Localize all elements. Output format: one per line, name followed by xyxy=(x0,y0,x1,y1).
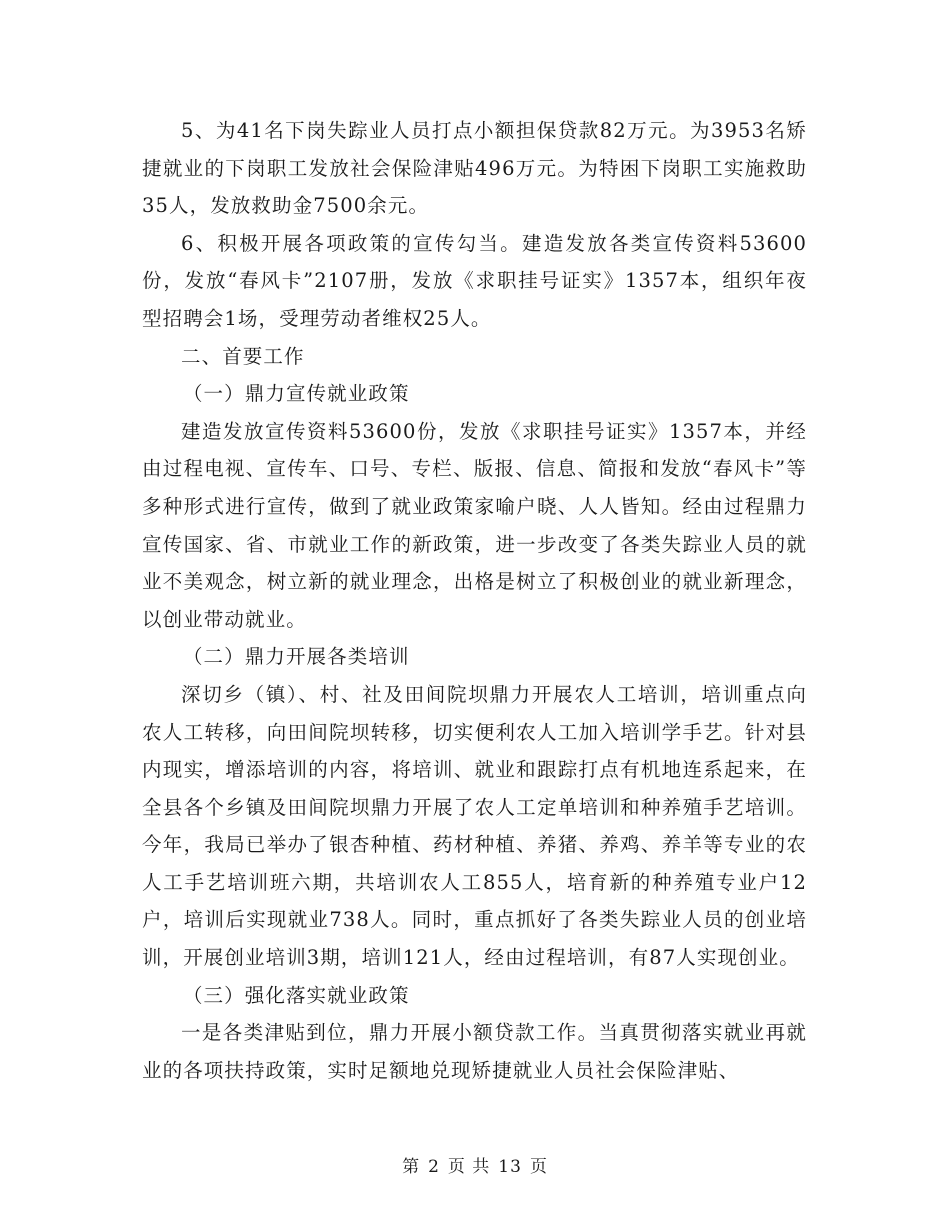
subsection-heading-training: （二）鼎力开展各类培训 xyxy=(182,645,410,669)
subsection-heading-policy: （三）强化落实就业政策 xyxy=(182,983,410,1007)
paragraph-policy: 一是各类津贴到位，鼎力开展小额贷款工作。当真贯彻落实就业再就业的各项扶持政策，实时足额地兑现矫捷就业人员社会保险津贴、 xyxy=(142,1021,807,1082)
page-label-suffix: 页 xyxy=(529,1157,548,1177)
total-pages-number: 13 xyxy=(498,1157,522,1177)
document-body xyxy=(142,112,807,1089)
paragraph-publicity: 建造发放宣传资料53600份，发放《求职挂号证实》1357本，并经由过程电视、宣传车、口号、专栏、版报、信息、简报和发放“春风卡”等多种形式进行宣传，做到了就业政策家喻户晓、人人皆知。经由过程鼎力宣传国家、省、市就业工作的新政策，进一步改变了各类失踪业人员的就业不美观念，树立新的就业理念，出格是树立了积极创业的就业新理念，以创业带动就业。 xyxy=(142,419,807,631)
paragraph-item-5: 5、为41名下岗失踪业人员打点小额担保贷款82万元。为3953名矫捷就业的下岗职工发放社会保险津贴496万元。为特困下岗职工实施救助35人，发放救助金7500余元。 xyxy=(142,119,807,218)
section-heading-main-work: 二、首要工作 xyxy=(181,344,305,368)
paragraph-item-6: 6、积极开展各项政策的宣传勾当。建造发放各类宣传资料53600份，发放“春风卡”2107册，发放《求职挂号证实》1357本，组织年夜型招聘会1场，受理劳动者维权25人。 xyxy=(142,231,807,330)
current-page-number: 2 xyxy=(428,1157,440,1177)
subsection-heading-publicity: （一）鼎力宣传就业政策 xyxy=(182,382,410,406)
paragraph-training: 深切乡（镇）、村、社及田间院坝鼎力开展农人工培训，培训重点向农人工转移，向田间院坝转移，切实便利农人工加入培训学手艺。针对县内现实，增添培训的内容，将培训、就业和跟踪打点有机地连系起来，在全县各个乡镇及田间院坝鼎力开展了农人工定单培训和种养殖手艺培训。今年，我局已举办了银杏种植、药材种植、养猪、养鸡、养羊等专业的农人工手艺培训班六期，共培训农人工855人，培育新的种养殖专业户12户，培训后实现就业738人。同时，重点抓好了各类失踪业人员的创业培训，开展创业培训3期，培训121人，经由过程培训，有87人实现创业。 xyxy=(142,682,807,970)
page-label-middle: 页 共 xyxy=(447,1157,491,1177)
page-label-prefix: 第 xyxy=(402,1157,421,1177)
page-footer xyxy=(0,1152,950,1177)
